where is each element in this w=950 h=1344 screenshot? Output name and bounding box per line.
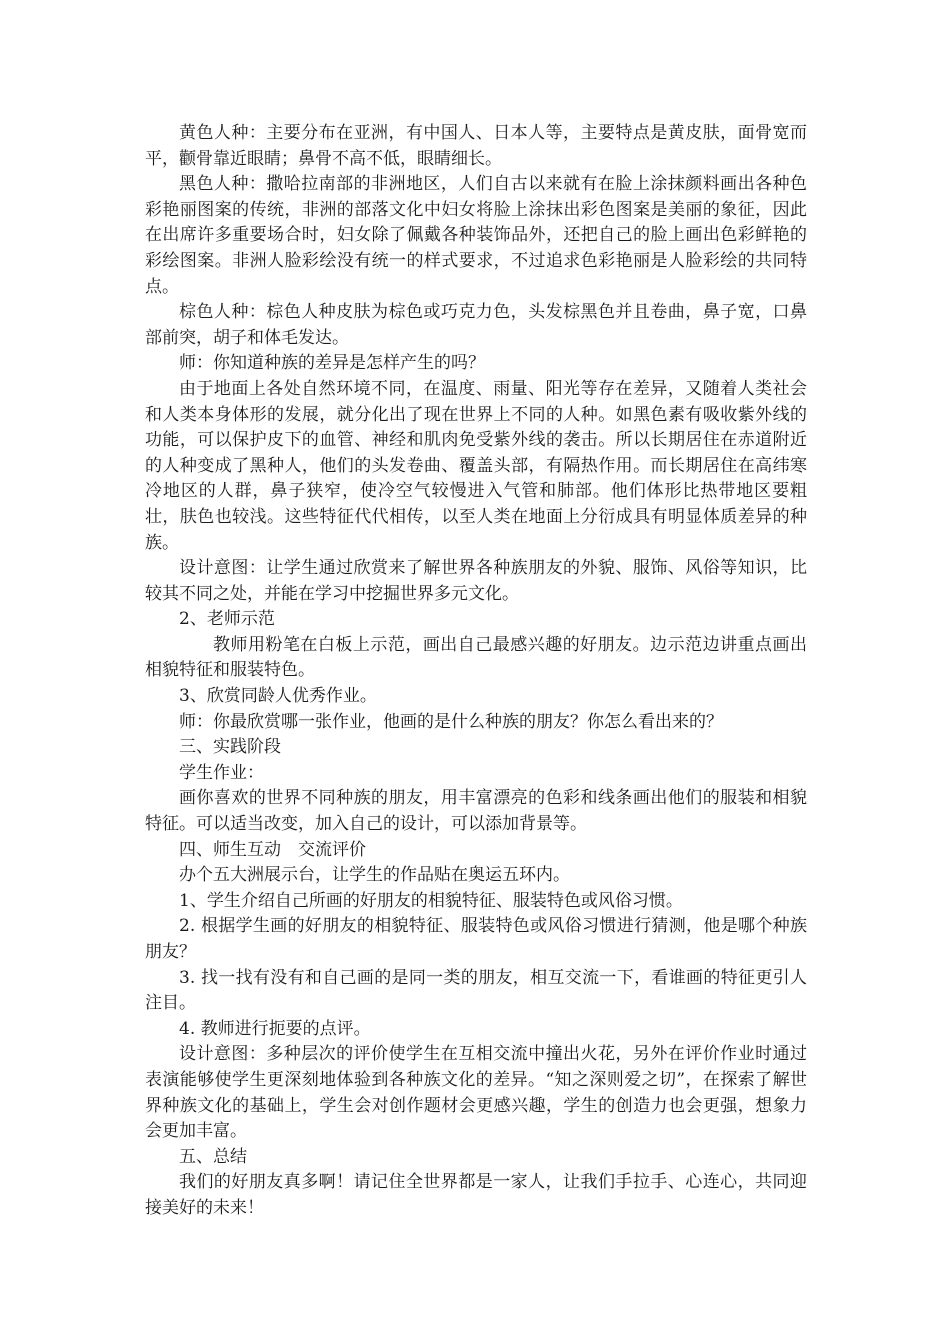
- paragraph-design-intent-2: 设计意图：多种层次的评价使学生在互相交流中撞出火花，另外在评价作业时通过表演能够使学生更深刻地体验到各种族文化的差异。“知之深则爱之切”，在探索了解世界种族文化的基础上，学生会对创作题材会更感兴趣，学生的创造力也会更强，想象力会更加丰富。: [145, 1044, 807, 1142]
- paragraph-showcase: 办个五大洲展示台，让学生的作品贴在奥运五环内。: [179, 865, 570, 886]
- paragraph-yellow-race: 黄色人种：主要分布在亚洲，有中国人、日本人等，主要特点是黄皮肤，面骨宽而平，颧骨靠近眼睛；鼻骨不高不低，眼睛细长。: [145, 123, 807, 169]
- paragraph-student-work: 画你喜欢的世界不同种族的朋友，用丰富漂亮的色彩和线条画出他们的服装和相貌特征。可以适当改变，加入自己的设计，可以添加背景等。: [145, 788, 807, 835]
- paragraph-teacher-demo: 教师用粉笔在白板上示范，画出自己最感兴趣的好朋友。边示范边讲重点画出相貌特征和服装特色。: [145, 634, 807, 681]
- heading-summary: 五、总结: [179, 1146, 247, 1167]
- heading-teacher-demo: 2、老师示范: [179, 609, 275, 630]
- list-item-4: 4. 教师进行扼要的点评。: [179, 1018, 371, 1039]
- document-page: [145, 121, 807, 1222]
- paragraph-black-race: 黑色人种：撒哈拉南部的非洲地区，人们自古以来就有在脸上涂抹颜料画出各种色彩艳丽图案的传统，非洲的部落文化中妇女将脸上涂抹出彩色图案是美丽的象征，因此在出席许多重要场合时，妇女除了佩戴各种装饰品外，还把自己的脸上画出色彩鲜艳的彩绘图案。非洲人脸彩绘没有统一的样式要求，不过追求色彩艳丽是人脸彩绘的共同特点。: [145, 174, 807, 297]
- paragraph-teacher-question-2: 师：你最欣赏哪一张作业，他画的是什么种族的朋友？你怎么看出来的？: [179, 711, 723, 732]
- heading-practice-stage: 三、实践阶段: [179, 737, 281, 758]
- paragraph-race-origin: 由于地面上各处自然环境不同，在温度、雨量、阳光等存在差异，又随着人类社会和人类本身体形的发展，就分化出了现在世界上不同的人种。如黑色素有吸收紫外线的功能，可以保护皮下的血管、神经和肌肉免受紫外线的袭击。所以长期居住在赤道附近的人种变成了黑种人，他们的头发卷曲、覆盖头部，有隔热作用。而长期居住在高纬寒冷地区的人群，鼻子狭窄，使冷空气较慢进入气管和肺部。他们体形比热带地区要粗壮，肤色也较浅。这些特征代代相传，以至人类在地面上分衍成具有明显体质差异的种族。: [145, 378, 807, 553]
- paragraph-brown-race: 棕色人种：棕色人种皮肤为棕色或巧克力色，头发棕黑色并且卷曲，鼻子宽，口鼻部前突，胡子和体毛发达。: [145, 302, 807, 348]
- heading-peer-work: 3、欣赏同龄人优秀作业。: [179, 686, 377, 707]
- list-item-2: 2. 根据学生画的好朋友的相貌特征、服装特色或风俗习惯进行猜测，他是哪个种族朋友？: [145, 916, 807, 962]
- list-item-3: 3. 找一找有没有和自己画的是同一类的朋友，相互交流一下，看谁画的特征更引人注目。: [145, 967, 807, 1014]
- paragraph-design-intent-1: 设计意图：让学生通过欣赏来了解世界各种族朋友的外貌、服饰、风俗等知识，比较其不同之处，并能在学习中挖掘世界多元文化。: [145, 558, 807, 604]
- paragraph-teacher-question: 师：你知道种族的差异是怎样产生的吗？: [179, 353, 485, 374]
- list-item-1: 1、学生介绍自己所画的好朋友的相貌特征、服装特色或风俗习惯。: [179, 890, 683, 911]
- paragraph-summary: 我们的好朋友真多啊！请记住全世界都是一家人，让我们手拉手、心连心，共同迎接美好的未来！: [145, 1172, 807, 1218]
- heading-interaction: 四、师生互动 交流评价: [179, 839, 366, 860]
- heading-student-work: 学生作业：: [179, 762, 264, 783]
